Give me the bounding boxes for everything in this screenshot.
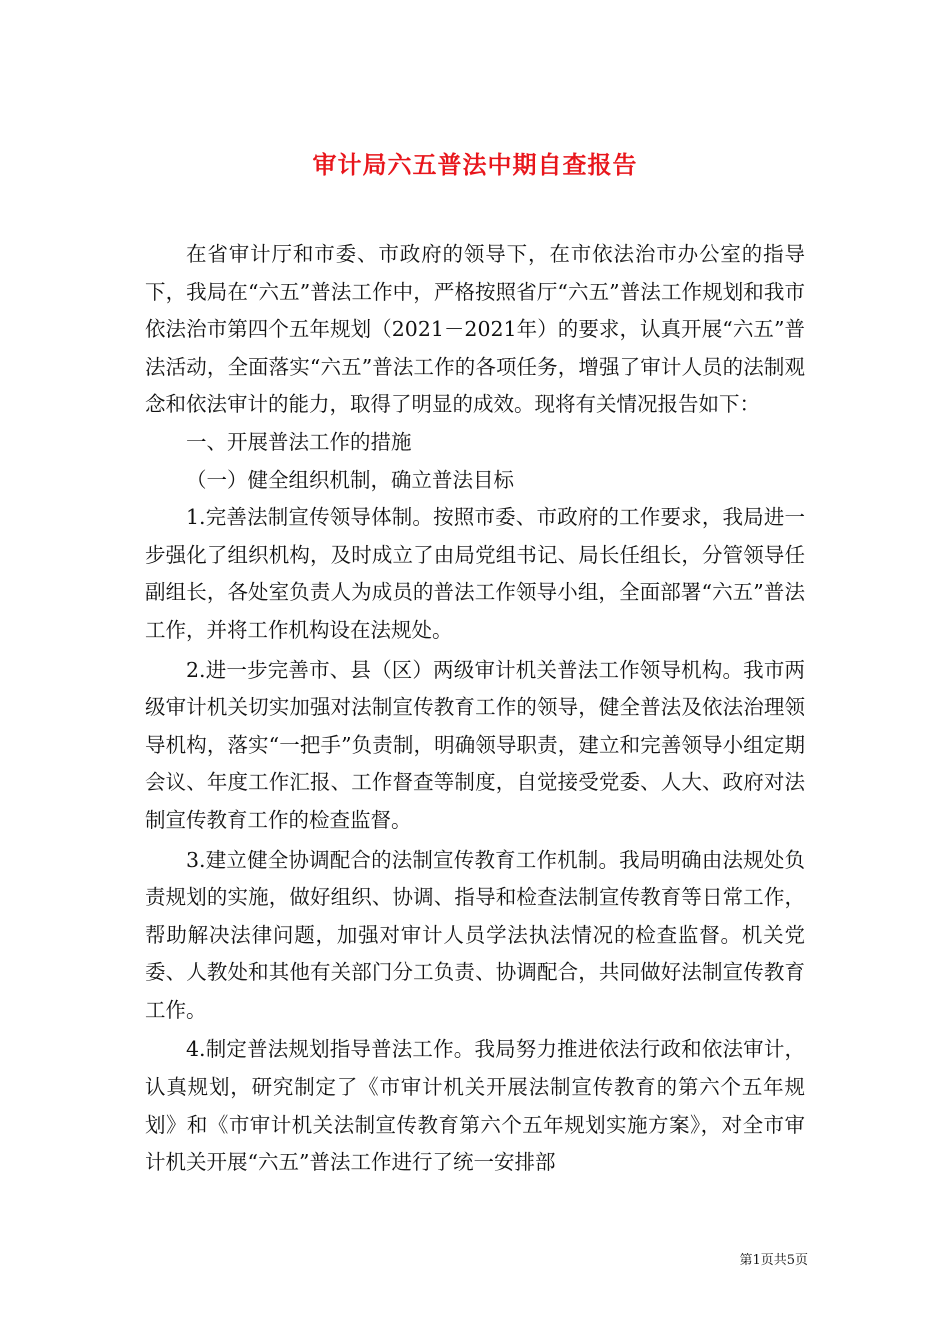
- subsection-heading-1: （一）健全组织机制，确立普法目标: [186, 467, 514, 492]
- paragraph-item-2: 2.进一步完善市、县（区）两级审计机关普法工作领导机构。我市两级审计机关切实加强对法制宣传教育工作的领导，健全普法及依法治理领导机构，落实“一把手”负责制，明确领导职责，建立和完善领导小组定期会议、年度工作汇报、工作督查等制度，自觉接受党委、人大、政府对法制宣传教育工作的检查监督。: [145, 657, 805, 832]
- paragraph-item-3: 3.建立健全协调配合的法制宣传教育工作机制。我局明确由法规处负责规划的实施，做好组织、协调、指导和检查法制宣传教育等日常工作，帮助解决法律问题，加强对审计人员学法执法情况的检查监督。机关党委、人教处和其他有关部门分工负责、协调配合，共同做好法制宣传教育工作。: [145, 847, 805, 1022]
- paragraph-intro: 在省审计厅和市委、市政府的领导下，在市依法治市办公室的指导下，我局在“六五”普法工作中，严格按照省厅“六五”普法工作规划和我市依法治市第四个五年规划（2021－2021年）的要求，认真开展“六五”普法活动，全面落实“六五”普法工作的各项任务，增强了审计人员的法制观念和依法审计的能力，取得了明显的成效。现将有关情况报告如下：: [145, 242, 805, 417]
- paragraph-item-4: 4.制定普法规划指导普法工作。我局努力推进依法行政和依法审计，认真规划，研究制定了《市审计机关开展法制宣传教育的第六个五年规划》和《市审计机关法制宣传教育第六个五年规划实施方案》，对全市审计机关开展“六五”普法工作进行了统一安排部: [145, 1037, 805, 1175]
- document-title: 审计局六五普法中期自查报告: [312, 150, 638, 180]
- section-heading-1: 一、开展普法工作的措施: [186, 429, 412, 454]
- document-body: [145, 236, 805, 1182]
- paragraph-item-1: 1.完善法制宣传领导体制。按照市委、市政府的工作要求，我局进一步强化了组织机构，及时成立了由局党组书记、局长任组长，分管领导任副组长，各处室负责人为成员的普法工作领导小组，全面部署“六五”普法工作，并将工作机构设在法规处。: [145, 505, 805, 642]
- page-number: 第1页共5页: [739, 1253, 808, 1268]
